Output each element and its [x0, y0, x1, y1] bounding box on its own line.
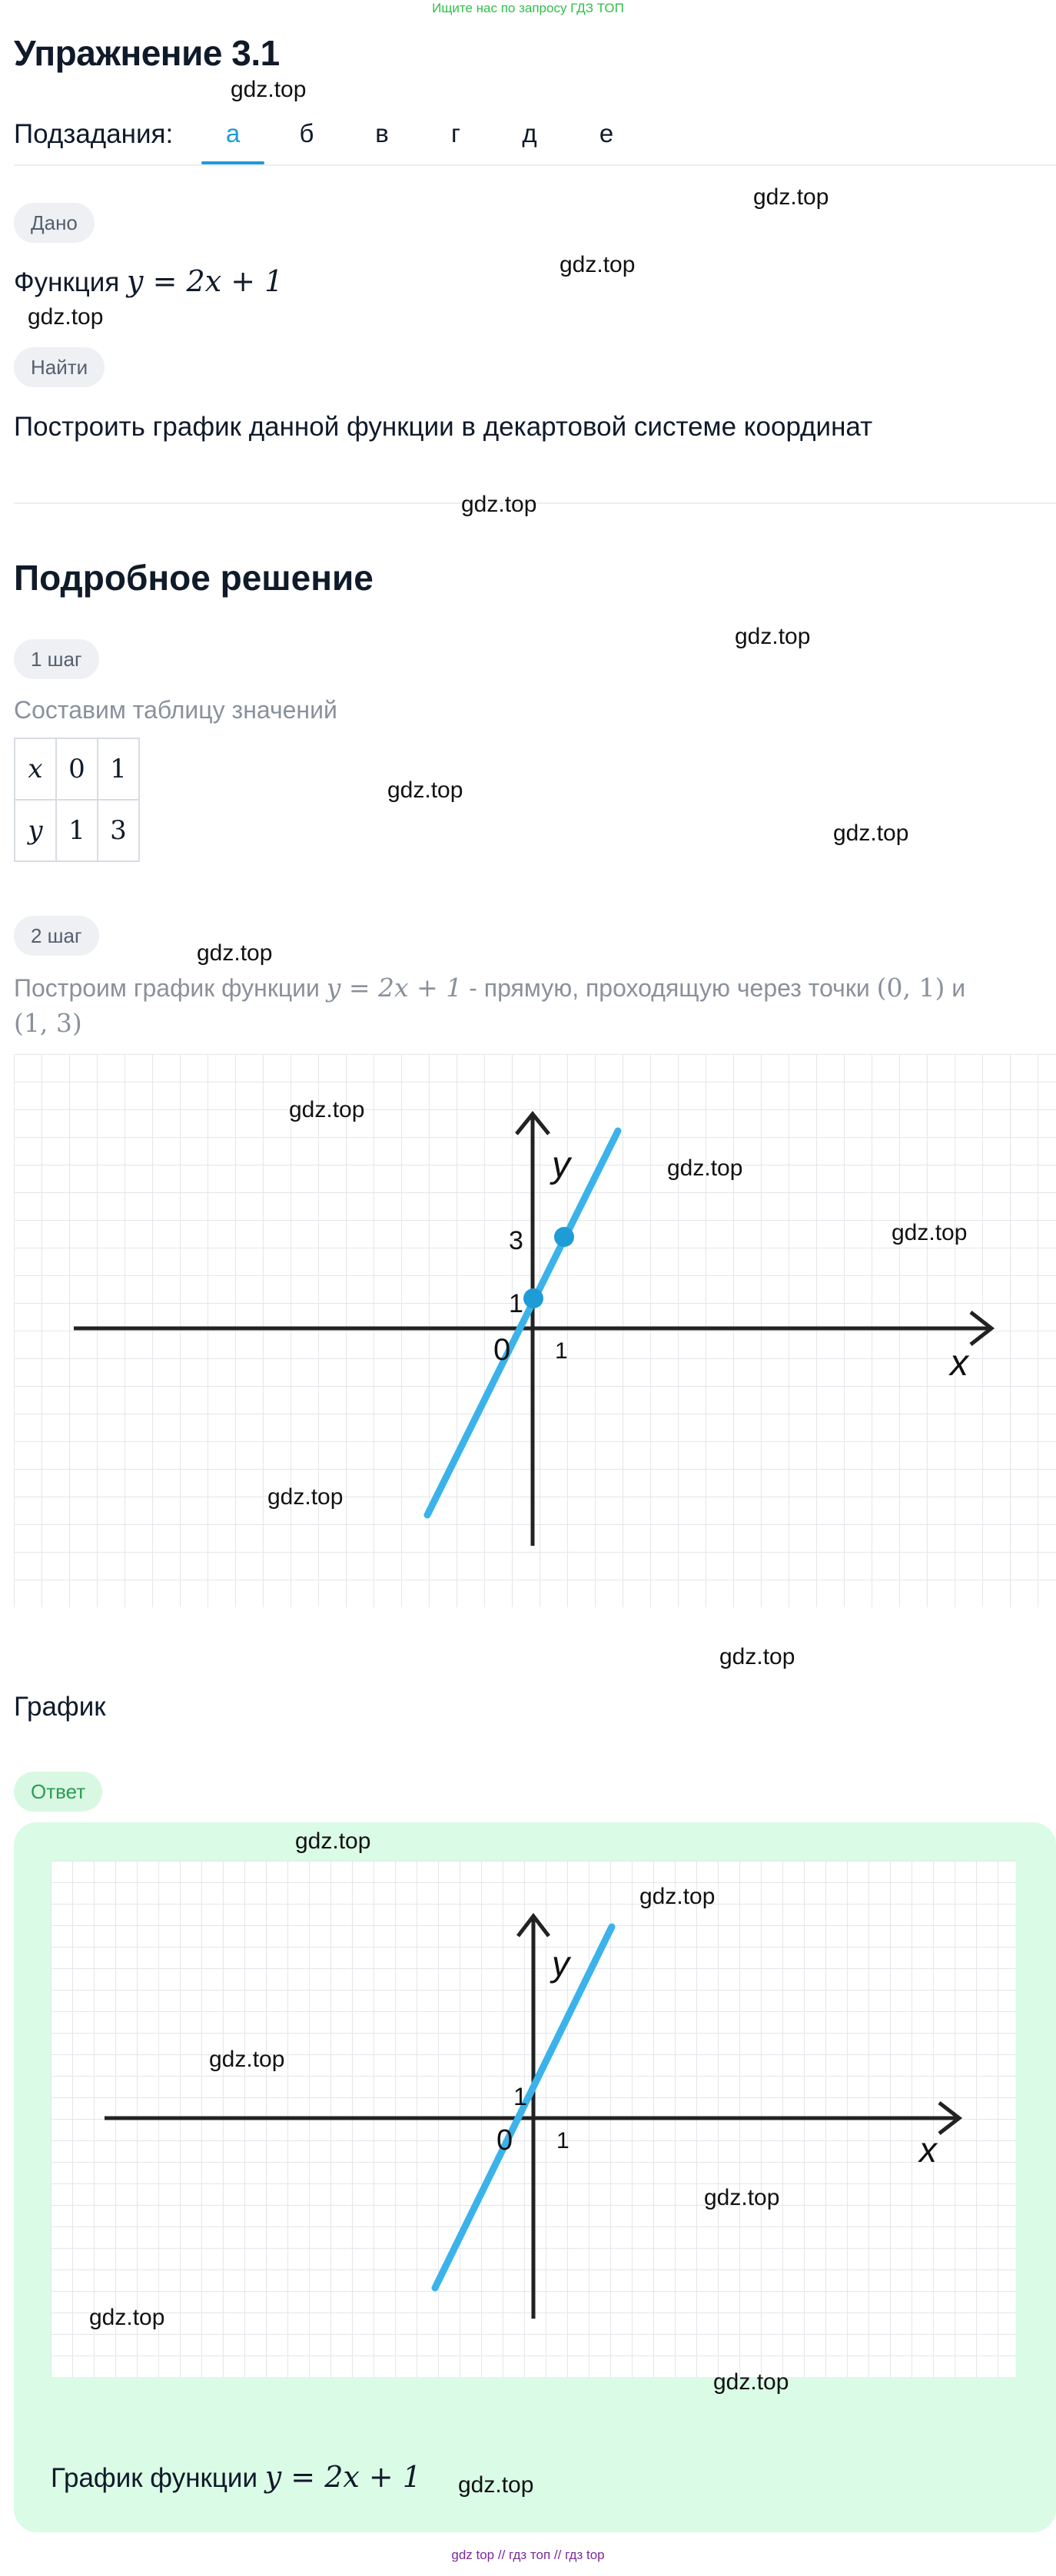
answer-x-tick-1-label: 1: [556, 2128, 570, 2153]
table-cell-y1: 3: [98, 800, 139, 861]
given-badge: Дано: [14, 203, 95, 243]
watermark: gdz.top: [458, 2472, 534, 2498]
step2-formula: y = 2x + 1: [326, 973, 463, 1003]
watermark: gdz.top: [667, 1155, 743, 1181]
y-axis-label: y: [552, 1145, 570, 1185]
watermark: gdz.top: [231, 77, 307, 102]
tab-g[interactable]: г: [450, 119, 461, 148]
tab-v[interactable]: в: [375, 119, 389, 148]
watermark: gdz.top: [833, 821, 909, 846]
answer-caption-text: График функции: [51, 2463, 257, 2493]
bottom-link-1[interactable]: gdz top: [451, 2548, 495, 2562]
step2-badge: 2 шаг: [14, 916, 99, 956]
tab-a[interactable]: а: [225, 119, 241, 148]
watermark: gdz.top: [753, 184, 829, 210]
step1-badge: 1 шаг: [14, 639, 99, 679]
solution-title: Подробное решение: [14, 558, 374, 598]
step2-line2: [14, 1008, 82, 1038]
step2-conj: и: [951, 974, 966, 1002]
find-text: Построить график данной функции в декартовой системе координат: [14, 412, 873, 442]
tabs-divider: [14, 164, 1056, 166]
answer-origin-label: 0: [496, 2124, 513, 2157]
page-title: Упражнение 3.1: [14, 33, 280, 73]
step2-text-before: Построим график функции: [14, 974, 320, 1002]
function-graph: [14, 1054, 1056, 1607]
answer-y-axis-label: y: [552, 1944, 570, 1984]
table-cell-x-label: x: [15, 738, 56, 800]
step2-point1: (0, 1): [876, 973, 945, 1003]
top-banner[interactable]: Ищите нас по запросу ГДЗ ТОП: [432, 1, 624, 15]
step2-text-middle: - прямую, проходящую через точки: [469, 974, 870, 1002]
y-tick-1-label: 1: [509, 1289, 523, 1318]
table-cell-y0: 1: [56, 800, 98, 861]
step2-point2: (1, 3): [14, 1008, 82, 1038]
given-statement: [14, 264, 283, 298]
graph-caption: График: [14, 1692, 106, 1722]
watermark: gdz.top: [735, 624, 811, 649]
bottom-link-3[interactable]: гдз top: [565, 2548, 605, 2562]
bottom-links: gdz top // гдз топ // гдз top: [451, 2548, 605, 2562]
watermark: gdz.top: [209, 2047, 285, 2072]
tab-b[interactable]: б: [299, 119, 314, 148]
graph-grid: [14, 1054, 1056, 1607]
table-row-y: [15, 800, 139, 861]
watermark: gdz.top: [387, 777, 463, 803]
watermark: gdz.top: [289, 1097, 365, 1122]
subtasks-label: Подзадания:: [14, 119, 174, 149]
watermark: gdz.top: [197, 940, 273, 966]
answer-x-axis-label: x: [919, 2130, 937, 2170]
x-tick-1-label: 1: [555, 1338, 568, 1364]
step1-text: Составим таблицу значений: [14, 696, 337, 724]
given-text: Функция: [14, 267, 120, 297]
answer-y-tick-1-label: 1: [513, 2083, 527, 2110]
watermark: gdz.top: [267, 1484, 344, 1510]
watermark: gdz.top: [892, 1220, 968, 1245]
point-0-1: [523, 1288, 543, 1308]
x-axis-label: x: [950, 1343, 968, 1384]
find-badge: Найти: [14, 347, 105, 387]
watermark: gdz.top: [295, 1828, 371, 1854]
step2-line1: [14, 973, 965, 1003]
table-row-x: [15, 738, 139, 800]
bottom-link-2[interactable]: гдз топ: [509, 2548, 551, 2562]
given-formula: y = 2x + 1: [127, 264, 284, 298]
tab-e[interactable]: е: [599, 119, 614, 148]
watermark: gdz.top: [461, 492, 537, 517]
watermark: gdz.top: [89, 2305, 165, 2330]
values-table: [14, 738, 140, 862]
watermark: gdz.top: [560, 252, 636, 277]
origin-label: 0: [493, 1333, 511, 1367]
y-tick-3-label: 3: [509, 1226, 523, 1255]
table-cell-x0: 0: [56, 738, 98, 800]
tab-d[interactable]: д: [522, 119, 537, 148]
watermark: gdz.top: [28, 304, 104, 330]
watermark: gdz.top: [713, 2369, 789, 2395]
watermark: gdz.top: [639, 1884, 716, 1909]
answer-badge: Ответ: [14, 1772, 102, 1812]
answer-graph: [51, 1861, 1016, 2377]
answer-caption: [51, 2460, 421, 2494]
table-cell-x1: 1: [98, 738, 139, 800]
point-1-3: [554, 1227, 574, 1247]
table-cell-y-label: y: [15, 800, 56, 861]
answer-caption-formula: y = 2x + 1: [264, 2460, 421, 2494]
watermark: gdz.top: [704, 2185, 780, 2210]
watermark: gdz.top: [719, 1644, 795, 1669]
